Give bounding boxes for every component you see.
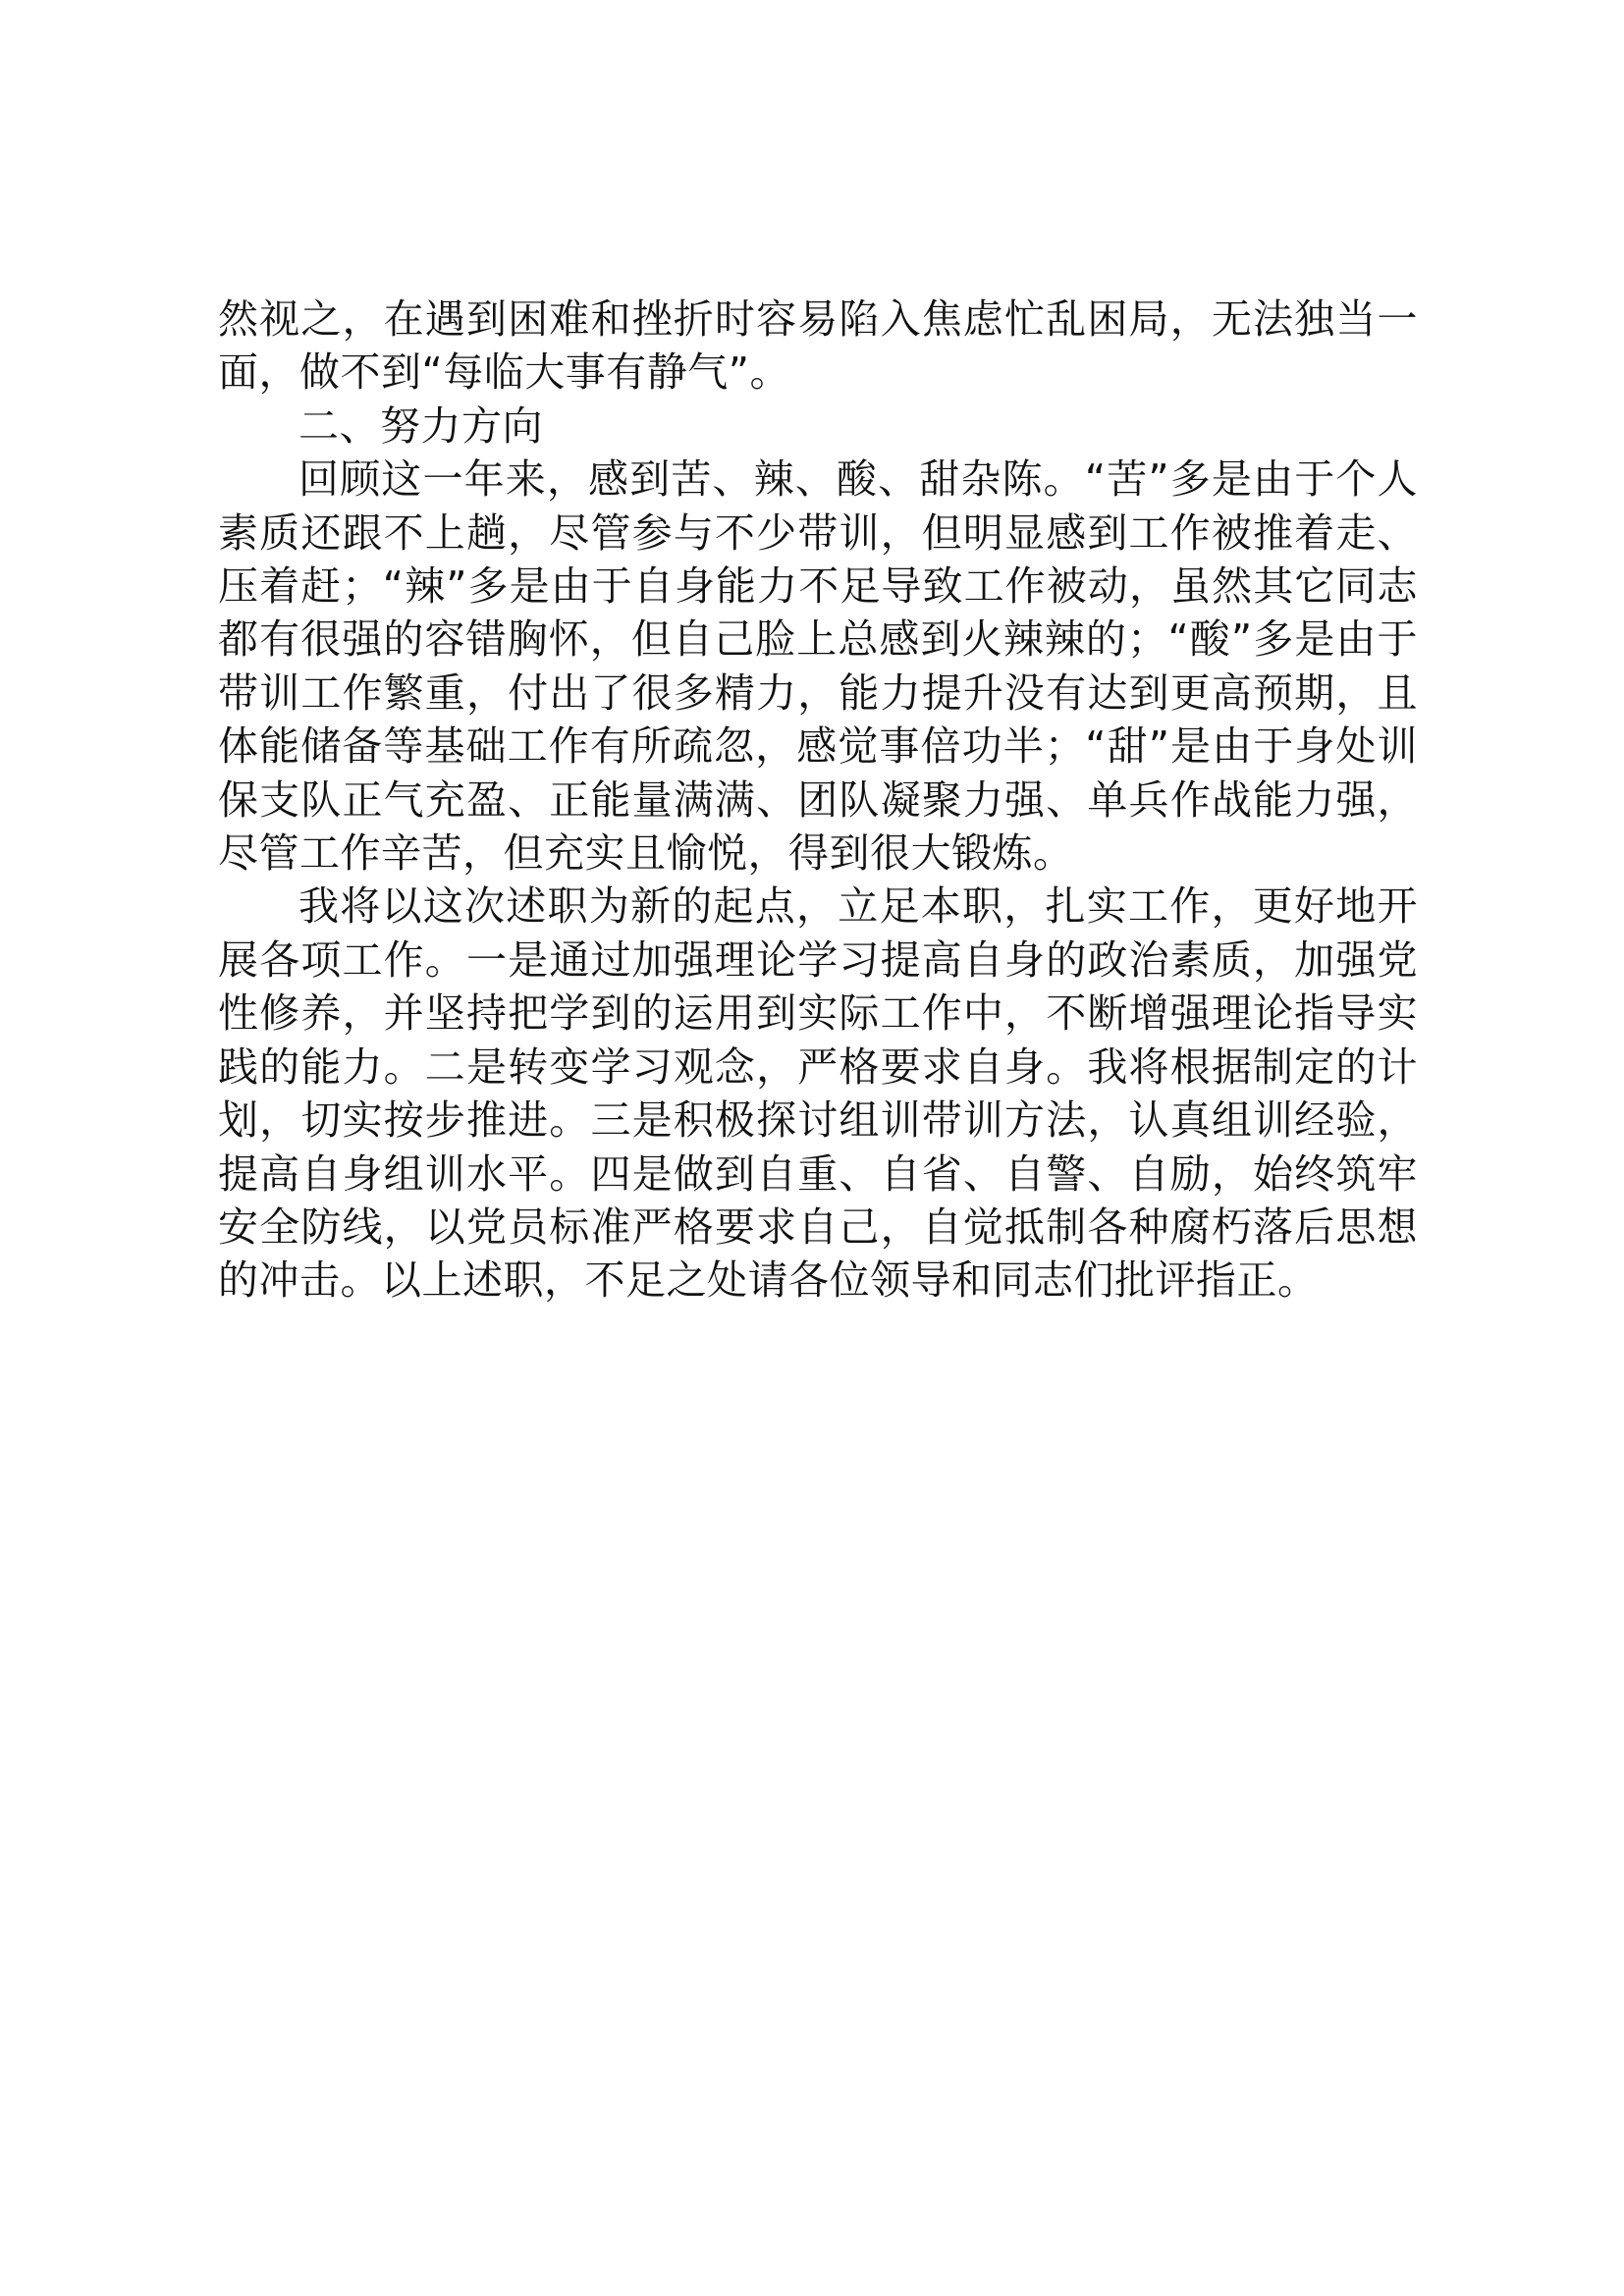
section-heading: 二、努力方向 <box>298 401 543 450</box>
plan-paragraph: 我将以这次述职为新的起点，立足本职，扎实工作，更好地开展各项工作。一是通过加强理论学习提高自身的政治素质，加强党性修养，并坚持把学到的运用到实际工作中，不断增强理论指导实践的能力。二是转变学习观念，严格要求自身。我将根据制定的计划，切实按步推进。三是积极探讨组训带训方法，认真组训经验，提高自身组训水平。四是做到自重、自省、自警、自励，始终筑牢安全防线，以党员标准严格要求自己，自觉抵制各种腐朽落后思想的冲击。以上述职，不足之处请各位领导和同志们批评指正。 <box>218 882 1418 1305</box>
document-body <box>218 293 1418 1308</box>
review-paragraph: 回顾这一年来，感到苦、辣、酸、甜杂陈。“苦”多是由于个人素质还跟不上趟，尽管参与不少带训，但明显感到工作被推着走、压着赶；“辣”多是由于自身能力不足导致工作被动，虽然其它同志都有很强的容错胸怀，但自己脸上总感到火辣辣的；“酸”多是由于带训工作繁重，付出了很多精力，能力提升没有达到更高预期，且体能储备等基础工作有所疏忽，感觉事倍功半；“甜”是由于身处训保支队正气充盈、正能量满满、团队凝聚力强、单兵作战能力强，尽管工作辛苦，但充实且愉悦，得到很大锻炼。 <box>218 455 1418 878</box>
continuation-paragraph: 然视之，在遇到困难和挫折时容易陷入焦虑忙乱困局，无法独当一面，做不到“每临大事有静气”。 <box>218 295 1418 397</box>
